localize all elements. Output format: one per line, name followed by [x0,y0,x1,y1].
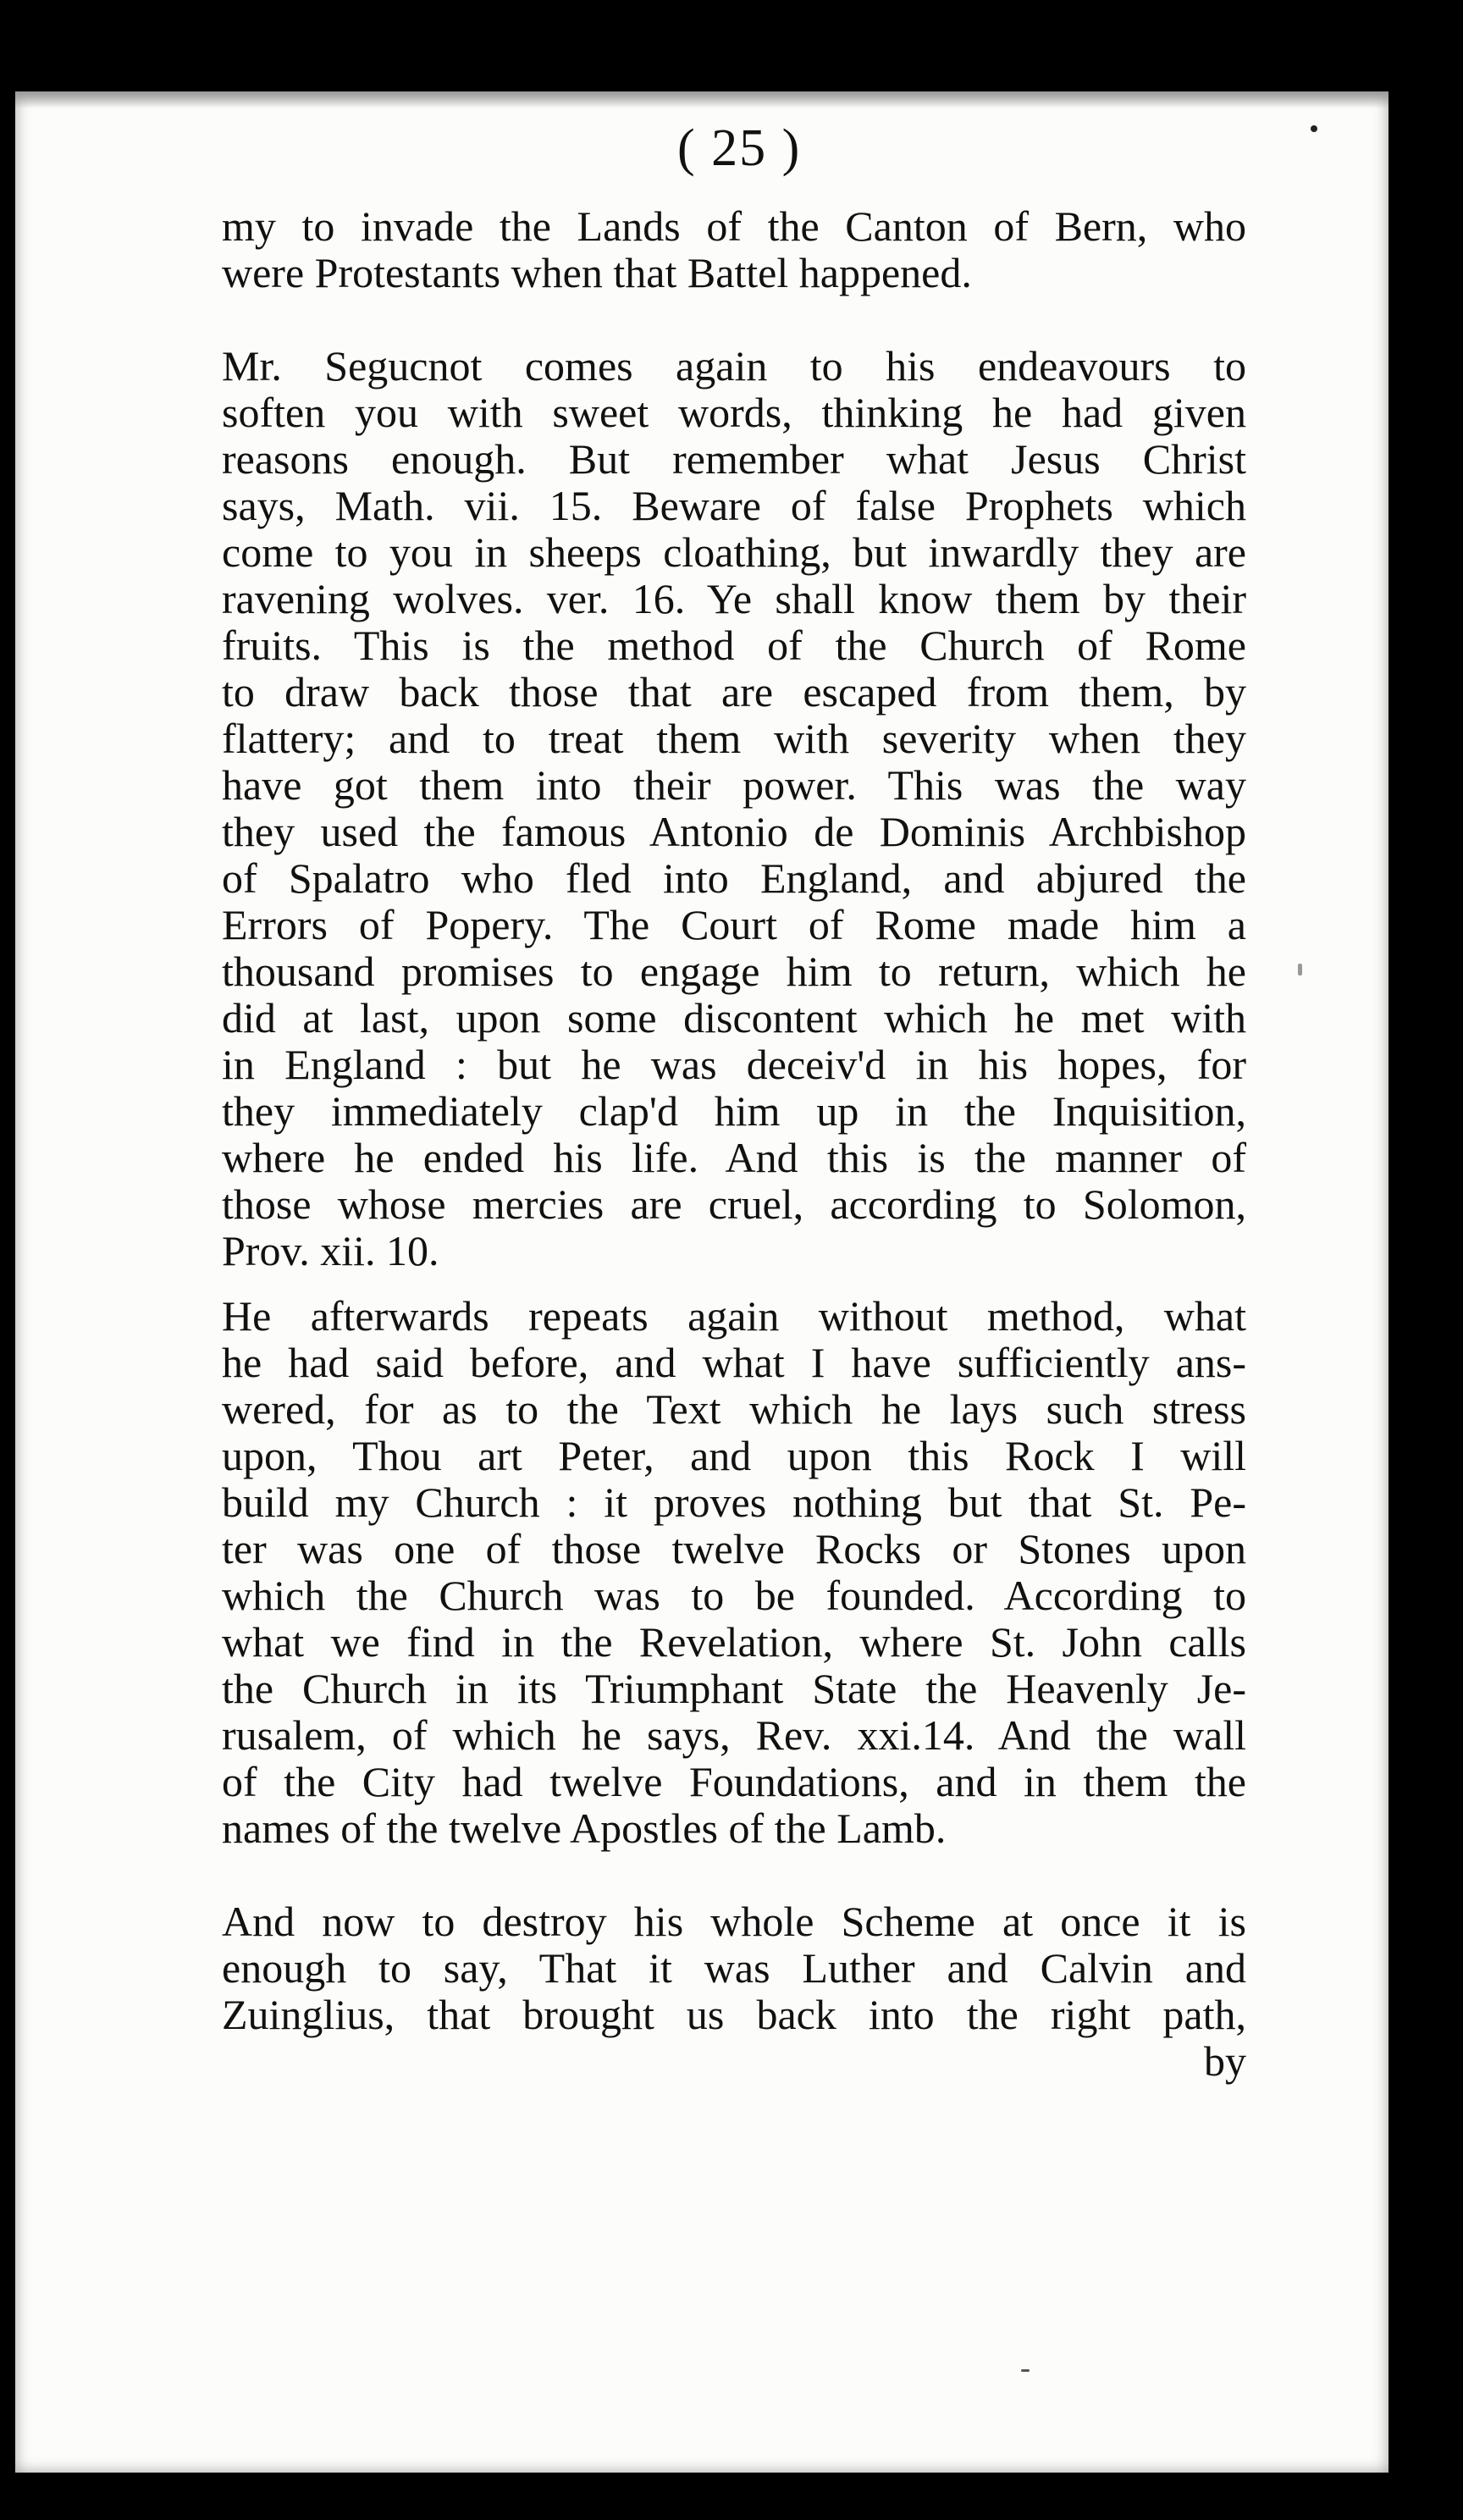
text-line: And now to destroy his whole Scheme at once it is [222,1898,1246,1945]
text-line: says, Math. vii. 15. Beware of false Prophets which [222,482,1246,529]
paragraph [222,1293,1246,1852]
text-line: to draw back those that are escaped from them, by [222,668,1246,716]
paragraph-gap [222,296,1246,343]
text-line: flattery; and to treat them with severity when they [222,715,1246,762]
text-line: names of the twelve Apostles of the Lamb. [222,1804,947,1852]
paragraph [222,203,1246,296]
text-line: my to invade the Lands of the Canton of Bern, who [222,202,1246,250]
text-line: did at last, upon some discontent which he met with [222,994,1246,1042]
text-line: they immediately clap'd him up in the Inquisition, [222,1087,1246,1135]
text-line: of the City had twelve Foundations, and in them the [222,1758,1246,1805]
page-number: ( 25 ) [677,119,802,177]
paragraph [222,1898,1246,2085]
ink-speck [1311,125,1317,132]
text-line: of Spalatro who fled into England, and abjured the [222,854,1246,902]
text-line: the Church in its Triumphant State the Heavenly Je- [222,1665,1246,1712]
text-line: come to you in sheeps cloathing, but inwardly they are [222,528,1246,576]
paragraph-gap [222,1852,1246,1898]
paragraph-gap [222,1274,1246,1293]
text-line: He afterwards repeats again without method, what [222,1292,1246,1340]
text-line: rusalem, of which he says, Rev. xxi.14. And the wall [222,1711,1246,1759]
text-line: thousand promises to engage him to return, which he [222,948,1246,995]
paragraph [222,343,1246,1274]
body-text [222,203,1246,2085]
text-line: which the Church was to be founded. According to [222,1572,1246,1619]
text-line: reasons enough. But remember what Jesus Christ [222,435,1246,483]
text-line: enough to say, That it was Luther and Calvin and [222,1944,1246,1992]
text-line: soften you with sweet words, thinking he had given [222,389,1246,436]
text-line: where he ended his life. And this is the manner of [222,1134,1246,1181]
ink-speck [1021,2369,1030,2372]
text-line: Mr. Segucnot comes again to his endeavours to [222,342,1246,390]
text-line: they used the famous Antonio de Dominis Archbishop [222,808,1246,855]
text-line: Errors of Popery. The Court of Rome made him a [222,901,1246,948]
text-line: Prov. xii. 10. [222,1227,439,1274]
text-line: those whose mercies are cruel, according to Solomon, [222,1180,1246,1228]
text-line: build my Church : it proves nothing but that St. Pe- [222,1478,1246,1526]
ink-speck [1298,964,1302,975]
catchword: by [1204,2037,1246,2085]
text-line: ter was one of those twelve Rocks or Stones upon [222,1525,1246,1572]
page-top-edge-shadow [15,91,1388,108]
text-line: what we find in the Revelation, where St. John calls [222,1618,1246,1666]
text-line: upon, Thou art Peter, and upon this Rock I will [222,1432,1246,1479]
text-line: were Protestants when that Battel happened. [222,249,972,296]
text-line: in England : but he was deceiv'd in his hopes, for [222,1041,1246,1088]
text-line: wered, for as to the Text which he lays such stress [222,1385,1246,1433]
text-line: he had said before, and what I have sufficiently ans- [222,1339,1246,1386]
text-line: fruits. This is the method of the Church of Rome [222,622,1246,669]
text-line: have got them into their power. This was the way [222,761,1246,809]
text-line: Zuinglius, that brought us back into the right path, [222,1991,1246,2038]
text-line: ravening wolves. ver. 16. Ye shall know them by their [222,575,1246,622]
